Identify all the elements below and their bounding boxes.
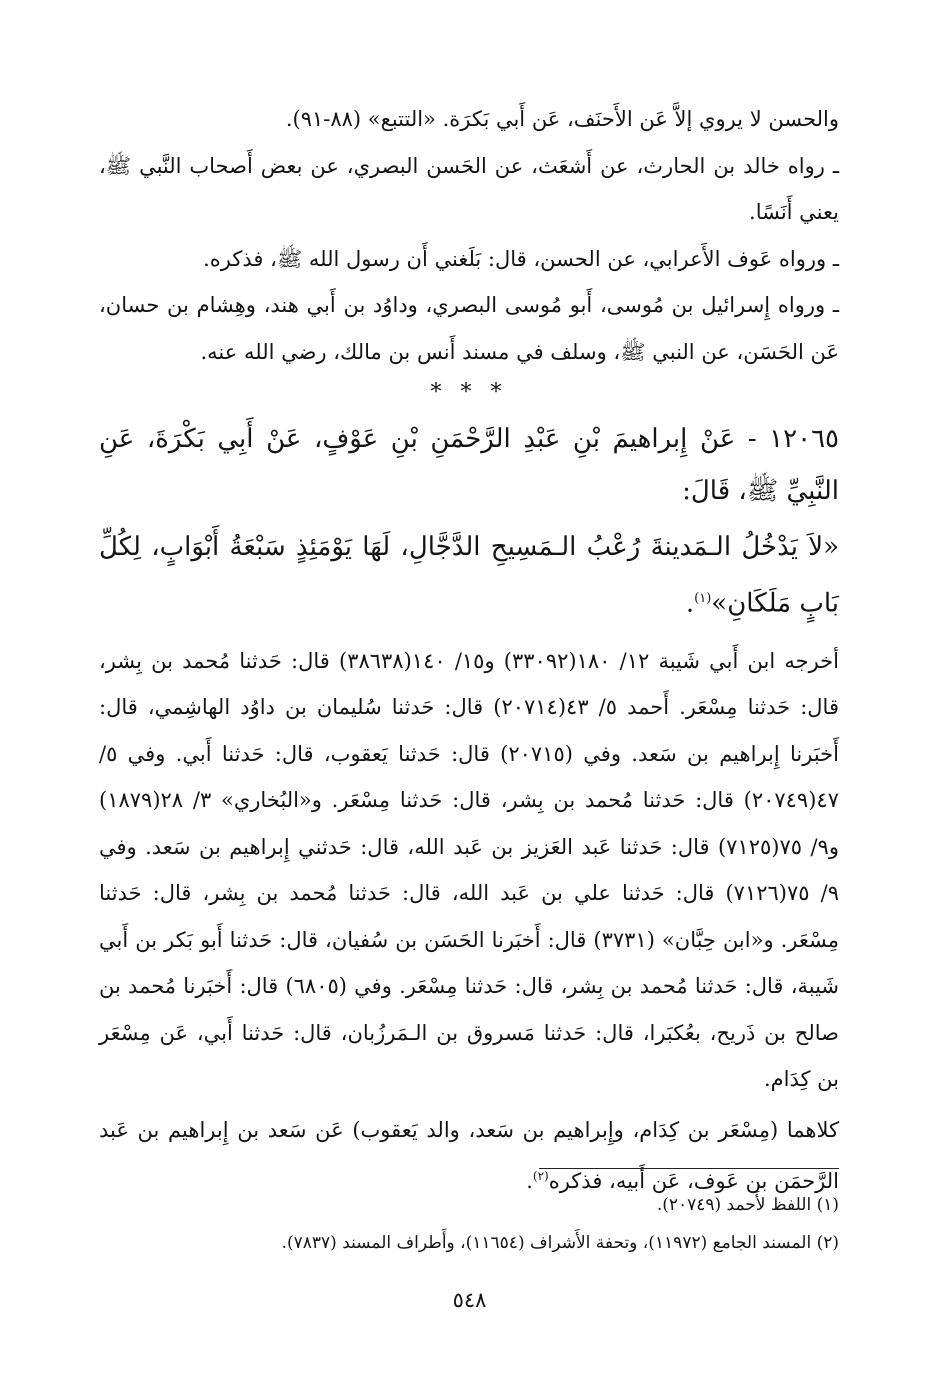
hadith-text [99,521,839,630]
takhrij-paragraph: أخرجه ابن أَبي شَيبة ١٢/ ١٨٠(٣٣٠٩٢) و١٥/ ١٤٠(٣٨٦٣٨) قال: حَدثنا مُحمد بن بِشر، قال: حَدثنا مِسْعَر. أَحمد ٥/ ٤٣(٢٠٧١٤) قال: حَدثنا سُليمان بن داوُد الهاشِمي، قال: أَخبَرنا إِبراهيم بن سَعد. وفي (٢٠٧١٥) قال: حَدثنا يَعقوب، قال: حَدثنا أَبي. وفي ٥/ ٤٧(٢٠٧٤٩) قال: حَدثنا مُحمد بن بِشر، قال: حَدثنا مِسْعَر. و«البُخاري» ٣/ ٢٨(١٨٧٩) و٩/ ٧٥(٧١٢٥) قال: حَدثنا عَبد العَزيز بن عَبد الله، قال: حَدثني إِبراهيم بن سَعد. وفي ٩/ ٧٥(٧١٢٦) قال: حَدثنا علي بن عَبد الله، قال: حَدثنا مُحمد بن بِشر، قال: حَدثنا مِسْعَر. و«ابن حِبَّان» (٣٧٣١) قال: أَخبَرنا الحَسَن بن سُفيان، قال: حَدثنا أَبو بَكر بن أَبي شَيبة، قال: حَدثنا مُحمد بن بِشر، قال: حَدثنا مِسْعَر. وفي (٦٨٠٥) قال: أَخبَرنا مُحمد بن صالح بن ذَريح، بعُكبَرا، قال: حَدثنا مَسروق بن الـمَرزُبان، قال: حَدثنا أَبي، عَن مِسْعَر بن كِدَام. [99,648,839,1092]
footnote-divider [539,1168,839,1169]
hadith-matn: «لاَ يَدْخُلُ الـمَدينةَ رُعْبُ الـمَسِيحِ الدَّجَّالِ، لَهَا يَوْمَئِذٍ سَبْعَةُ أَبْوَابٍ، لِكُلِّ بَابٍ مَلَكَانِ» [99,532,839,619]
summary-text: كلاهما (مِسْعَر بن كِدَام، وإِبراهيم بن سَعد، والد يَعقوب) عَن سَعد بن إِبراهيم بن عَبد الرَّحمَن بن عَوف، عَن أَبيه، فذكره [99,1117,839,1194]
footnotes [99,1186,839,1262]
commentary-paragraph: ـ رواه خالد بن الحارث، عن أَشعَث، عن الحَسن البصري، عن بعض أَصحاب النَّبي ﷺ، يعني أَنَسًا. [99,153,839,224]
summary-end: . [526,1169,533,1194]
hadith-chain: عَنْ إِبراهيمَ بْنِ عَبْدِ الرَّحْمَنِ بْنِ عَوْفٍ، عَنْ أَبِي بَكْرَةَ، عَنِ النَّبِيِّ ﷺ، قَالَ: [99,424,839,506]
hadith-dash: - [747,424,757,454]
footnote: (١) اللفظ لأَحمد (٢٠٧٤٩). [656,1195,839,1215]
hadith-heading [99,413,839,517]
hadith-number: ١٢٠٦٥ [769,424,839,454]
commentary-paragraph: والحسن لا يروي إلاَّ عَن الأَحنَف، عَن أَبي بَكرَة. «التتبع» (٨٨-٩١). [285,107,839,131]
section-separator: * * * [430,380,508,405]
main-text [99,96,839,1205]
commentary-paragraph: ـ ورواه عَوف الأَعرابي، عن الحسن، قال: بَلَغني أَن رسول الله ﷺ، فذكره. [203,246,839,271]
footnote: (٢) المسند الجامع (١١٩٧٢)، وتحفة الأَشراف (١١٦٥٤)، وأَطراف المسند (٧٨٣٧). [281,1233,839,1253]
page-number: ٥٤٨ [452,1288,487,1312]
commentary-paragraph: ـ ورواه إِسرائيل بن مُوسى، أَبو مُوسى البصري، وداوُد بن أَبي هند، وهِشام بن حسان، عَن الحَسَن، عن النبي ﷺ، وسلف في مسند أَنس بن مالك، رضي الله عنه. [99,293,839,364]
hadith-matn-end: . [685,588,695,619]
footnote-marker: (٢) [532,1169,549,1184]
footnote-marker: (١) [694,591,712,606]
